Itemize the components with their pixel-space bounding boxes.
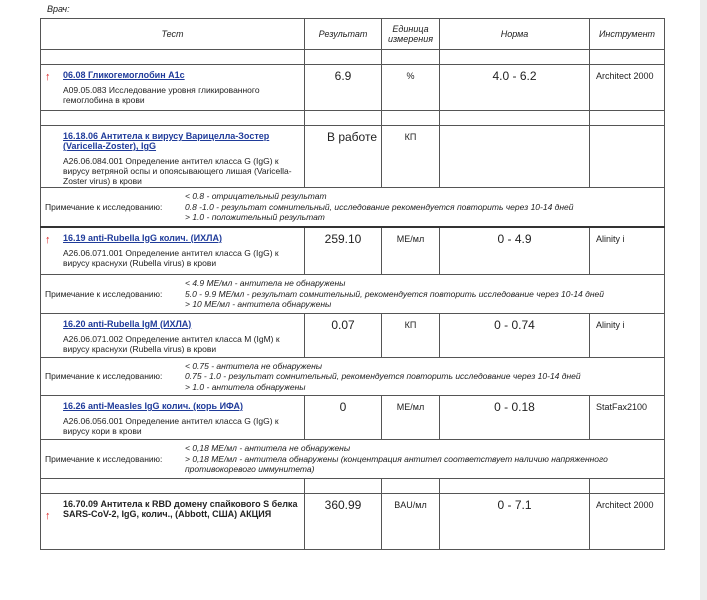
test-link[interactable]: 06.08 Гликогемоглобин А1с [63,70,185,80]
note-label: Примечание к исследованию: [45,453,163,464]
test-description: A26.06.071.001 Определение антител класса G (IgG) к вирусу краснухи (Rubella virus) в крови [63,247,279,268]
test-description: A26.06.071.002 Определение антител класса M (IgM) к вирусу краснухи (Rubella virus) в крови [63,333,280,354]
test-instrument: StatFax2100 [590,396,665,440]
test-norm: 0 - 4.9 [440,227,590,275]
note-line: < 0,18 МЕ/мл - антитела не обнаружены [185,443,351,453]
test-result: В работе [305,126,382,188]
arrow-up-icon: ↑ [45,233,51,246]
test-link[interactable]: 16.20 anti-Rubella IgM (ИХЛА) [63,318,192,329]
test-link[interactable]: 16.19 anti-Rubella IgG колич. (ИХЛА) [63,232,222,243]
test-name: 16.70.09 Антитела к RBD домену спайкового S белка SARS-CoV-2, IgG, колич., (Abbott, США) АКЦИЯ [63,498,298,519]
header-result: Результат [305,19,382,50]
test-description: A09.05.083 Исследование уровня гликированного гемоглобина в крови [63,85,260,105]
test-cell [41,126,305,188]
test-norm [440,126,590,188]
test-result: 0.07 [305,313,382,357]
test-norm: 0 - 0.74 [440,313,590,357]
header-unit: Единица измерения [382,19,440,50]
note-row [41,357,665,396]
note-row [41,188,665,227]
test-description: A26.06.084.001 Определение антител класса G (IgG) к вирусу ветряной оспы и опоясывающего лишая (Varicella-Zoster virus) в крови [63,156,292,186]
test-cell [41,396,305,440]
test-norm: 4.0 - 6.2 [440,65,590,111]
arrow-up-icon: ↑ [45,71,51,83]
test-result: 0 [305,396,382,440]
test-result: 6.9 [305,65,382,111]
note-line: < 4.9 МЕ/мл - антитела не обнаружены [185,278,346,288]
test-unit: % [382,65,440,111]
test-instrument: Alinity i [590,313,665,357]
test-row [41,65,665,111]
note-line: 0.8 -1.0 - результат сомнительный, исследование рекомендуется повторить через 10-14 дней [185,201,574,212]
test-instrument: Architect 2000 [590,493,665,549]
test-link[interactable]: 16.18.06 Антитела к вирусу Варицелла-Зостер (Varicella-Zoster), IgG [63,131,270,151]
test-link[interactable]: 16.26 anti-Measles IgG колич. (корь ИФА) [63,401,244,411]
note-line: > 0,18 МЕ/мл - антитела обнаружены (концентрация антител соответствует наличию напряженного противокоревого иммунитета) [185,453,608,474]
spacer-row [41,111,665,126]
table-header [41,19,665,50]
note-line: 5.0 - 9.9 МЕ/мл - результат сомнительный, рекомендуется повторить исследование через 10-14 дней [185,288,604,299]
test-cell [41,65,305,111]
results-table [40,18,665,550]
test-row [41,313,665,357]
test-description: A26.06.056.001 Определение антител класса G (IgG) к вирусу кори в крови [63,416,279,436]
note-line: < 0.8 - отрицательный результат [185,191,327,201]
test-cell [41,493,305,549]
test-instrument: Architect 2000 [590,65,665,111]
test-row [41,493,665,549]
test-instrument [590,126,665,188]
note-label: Примечание к исследованию: [45,201,163,212]
test-cell [41,227,305,275]
test-norm: 0 - 7.1 [440,493,590,549]
arrow-up-icon: ↑ [45,509,51,522]
spacer-row [41,478,665,493]
test-unit: МЕ/мл [382,227,440,275]
header-norm: Норма [440,19,590,50]
note-label: Примечание к исследованию: [45,371,163,382]
note-line: > 1.0 - положительный результат [185,212,325,222]
note-label: Примечание к исследованию: [45,288,163,299]
test-norm: 0 - 0.18 [440,396,590,440]
test-result: 259.10 [305,227,382,275]
header-test: Тест [41,19,305,50]
test-row [41,227,665,275]
doctor-label: Врач: [47,4,70,14]
header-instrument: Инструмент [590,19,665,50]
test-row [41,126,665,188]
note-row [41,275,665,314]
test-cell [41,313,305,357]
test-unit: МЕ/мл [382,396,440,440]
test-result: 360.99 [305,493,382,549]
test-unit: КП [382,313,440,357]
test-instrument: Alinity i [590,227,665,275]
note-line: < 0.75 - антитела не обнаружены [185,360,323,371]
test-row [41,396,665,440]
test-unit: КП [382,126,440,188]
note-row [41,440,665,479]
spacer-row [41,50,665,65]
test-unit: BAU/мл [382,493,440,549]
note-line: > 1.0 - антитела обнаружены [185,381,306,392]
note-line: 0.75 - 1.0 - результат сомнительный, рекомендуется повторить исследование через 10-14 дней [185,371,581,381]
note-line: > 10 МЕ/мл - антитела обнаружены [185,299,332,309]
